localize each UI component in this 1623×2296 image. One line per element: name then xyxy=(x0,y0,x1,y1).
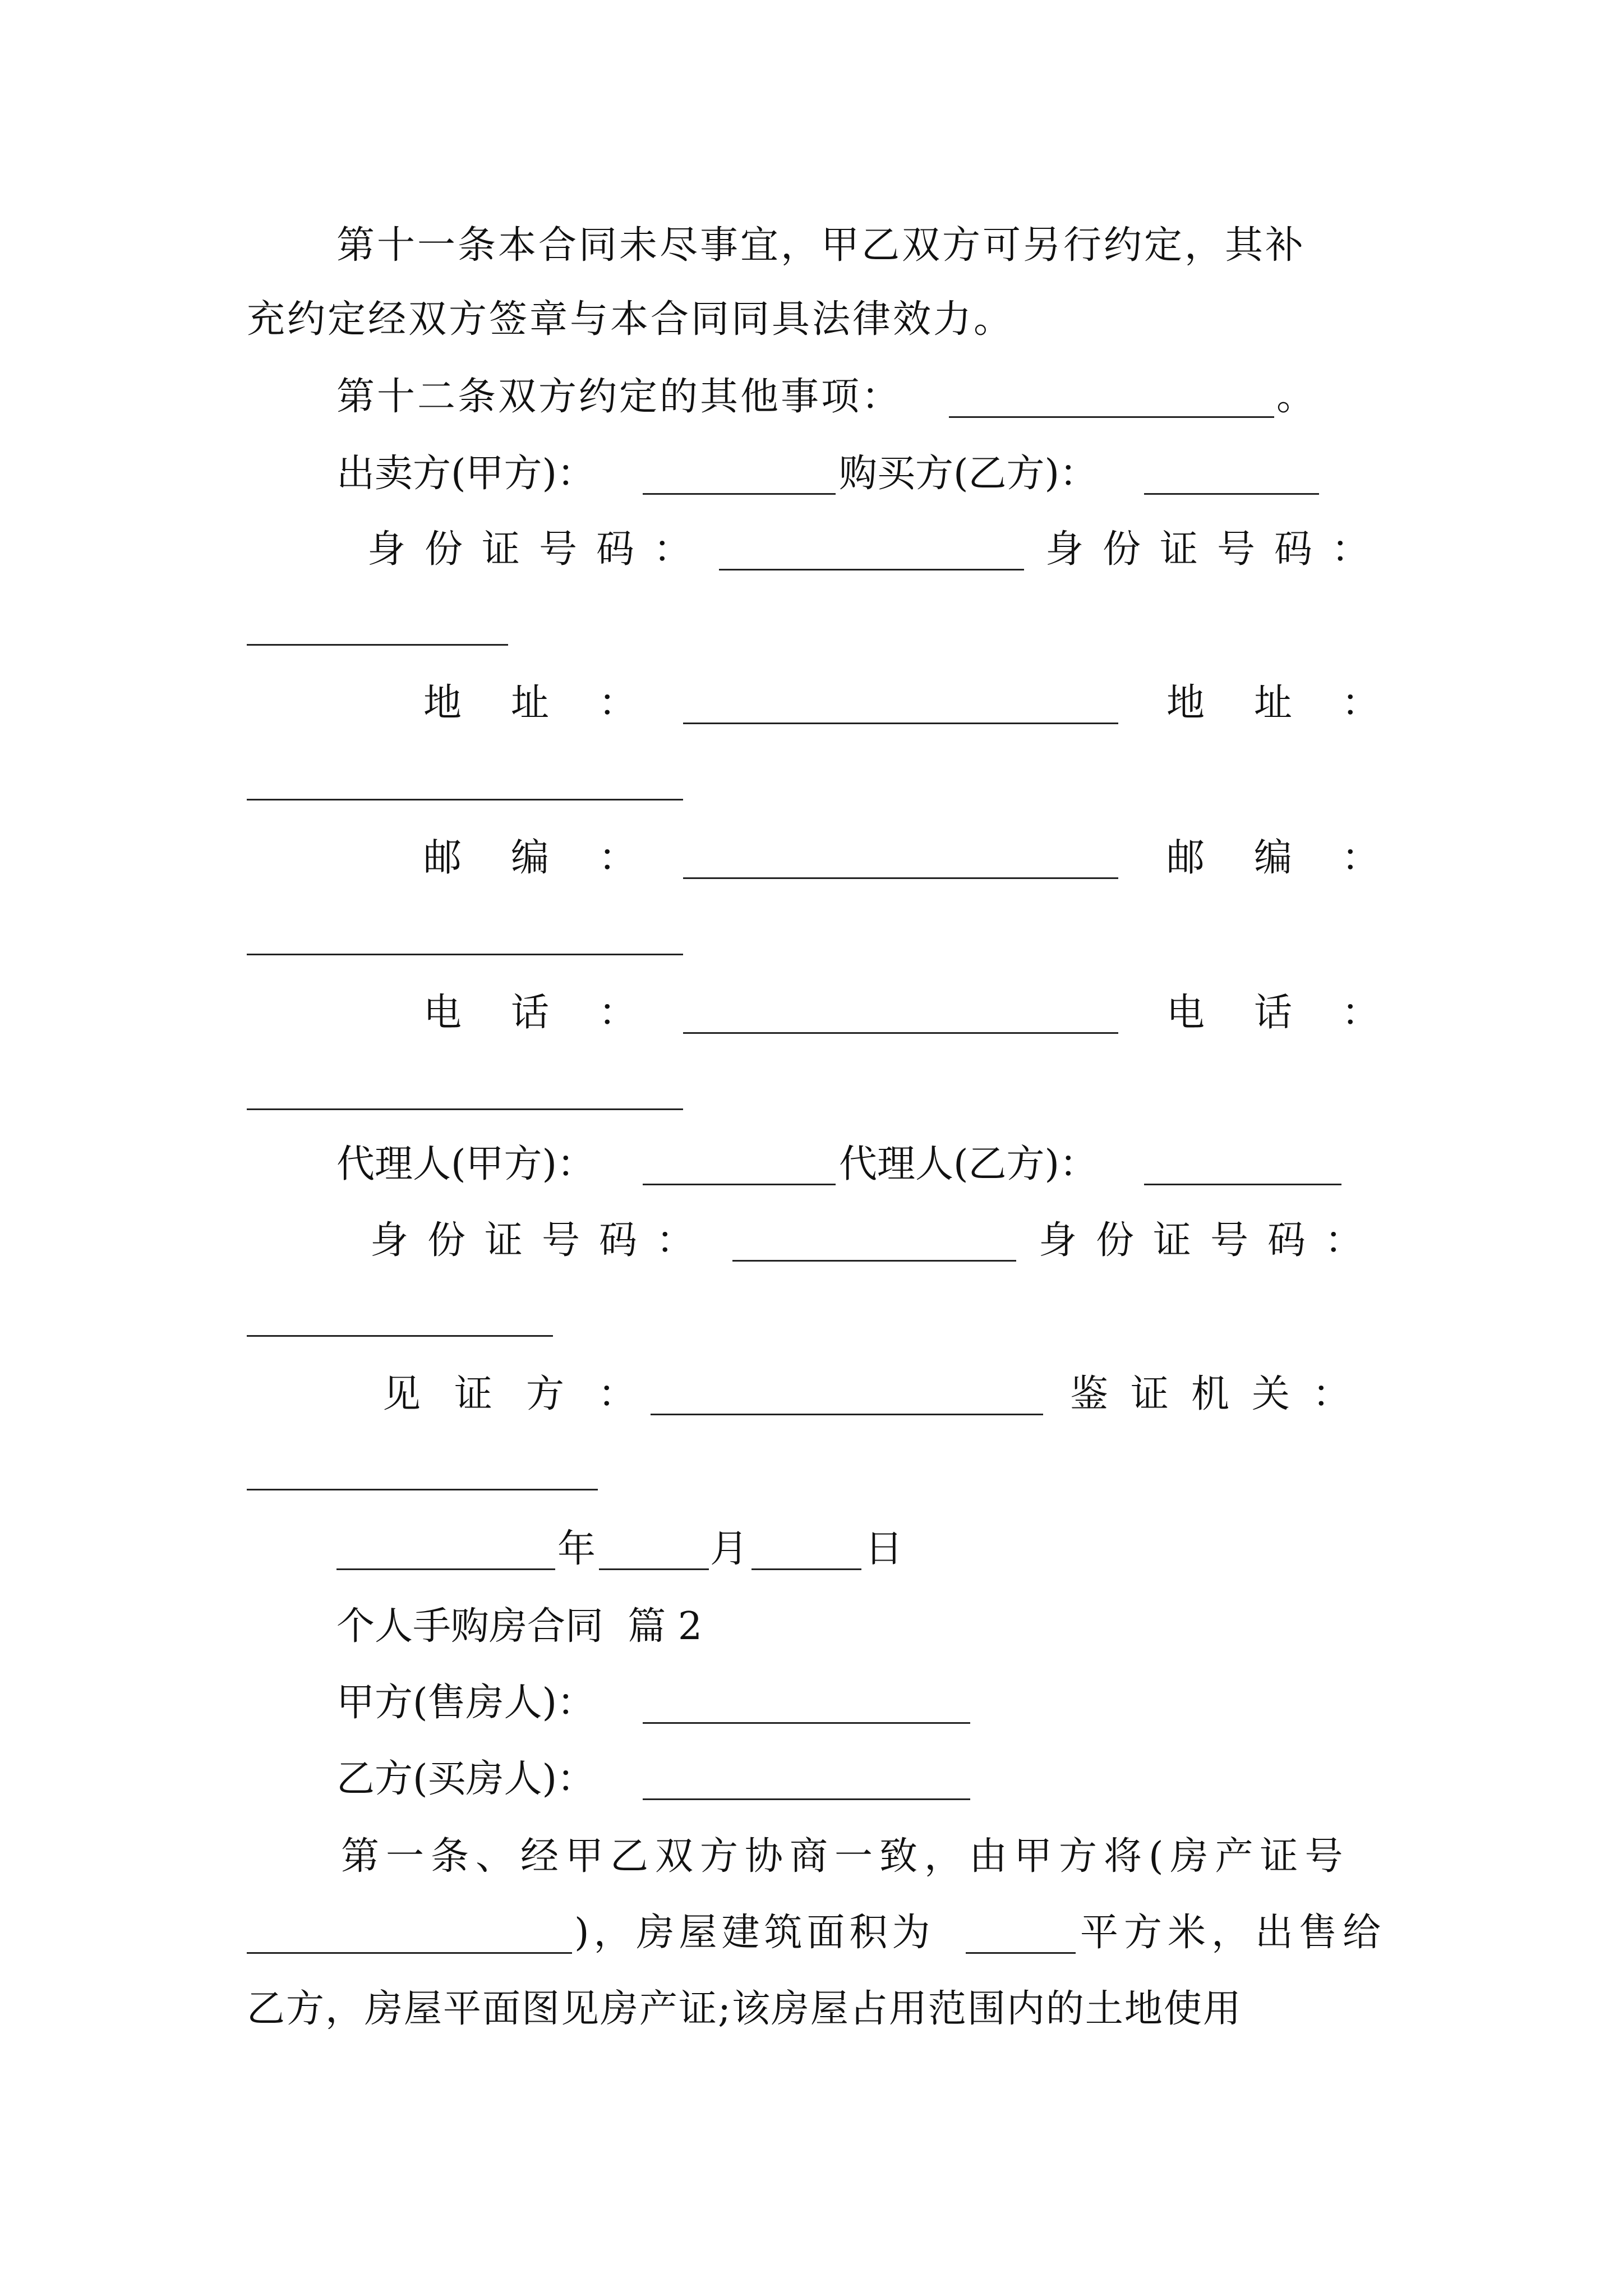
seller-address-blank[interactable] xyxy=(683,723,1118,724)
party-a-line xyxy=(0,1681,1623,1726)
clause-11-line-1 xyxy=(0,223,1623,268)
year-label: 年 xyxy=(557,1527,596,1571)
section-title: 个人手购房合同 篇 2 xyxy=(336,1604,703,1649)
party-a-label: 甲方(售房人)： xyxy=(336,1681,596,1725)
clause-12-line xyxy=(0,375,1623,420)
seller-label: 出卖方(甲方)： xyxy=(336,452,596,496)
authority-blank[interactable] xyxy=(247,1489,598,1490)
buyer-phone-blank[interactable] xyxy=(247,1108,683,1110)
agent-a-id-label: 身份证号码： xyxy=(370,1218,714,1263)
seller-id-blank[interactable] xyxy=(719,569,1024,570)
clause-12-end: 。 xyxy=(1276,375,1315,419)
area-blank[interactable] xyxy=(966,1952,1076,1954)
clause-1-text-2a: )，房屋建筑面积为 xyxy=(574,1911,935,1955)
day-label: 日 xyxy=(865,1527,903,1571)
witness-blank[interactable] xyxy=(651,1414,1043,1415)
agent-a-id-blank[interactable] xyxy=(732,1260,1016,1262)
seller-postcode-blank[interactable] xyxy=(683,877,1118,879)
buyer-postcode-label: 邮编： xyxy=(1166,836,1430,880)
buyer-address-label: 地址： xyxy=(1166,681,1430,725)
buyer-postcode-blank[interactable] xyxy=(247,954,683,955)
agent-a-blank[interactable] xyxy=(643,1184,836,1185)
seller-blank[interactable] xyxy=(643,493,836,495)
party-b-blank[interactable] xyxy=(643,1798,970,1800)
seller-address-label: 地址： xyxy=(423,681,686,725)
clause-1-line-2 xyxy=(0,1911,1623,1955)
clause-1-text-3: 乙方，房屋平面图见房产证;该房屋占用范围内的土地使用 xyxy=(247,1987,1242,2031)
agent-b-id-label: 身份证号码： xyxy=(1039,1218,1382,1263)
buyer-id-label: 身份证号码： xyxy=(1045,527,1389,572)
agent-a-label: 代理人(甲方)： xyxy=(336,1142,596,1186)
seller-id-label: 身份证号码： xyxy=(367,527,711,572)
seller-postcode-label: 邮编： xyxy=(423,836,686,880)
agent-b-blank[interactable] xyxy=(1144,1184,1341,1185)
section-title-line xyxy=(0,1604,1623,1649)
postcode-line xyxy=(0,836,1623,881)
month-label: 月 xyxy=(710,1527,749,1571)
buyer-id-blank[interactable] xyxy=(247,644,508,646)
date-line xyxy=(0,1527,1623,1572)
year-blank[interactable] xyxy=(336,1568,555,1570)
clause-1-line-3 xyxy=(0,1987,1623,2032)
agent-b-label: 代理人(乙方)： xyxy=(839,1142,1098,1186)
agent-b-id-blank[interactable] xyxy=(247,1335,553,1337)
party-a-blank[interactable] xyxy=(643,1722,970,1724)
seller-phone-label: 电话： xyxy=(423,991,686,1035)
party-b-label: 乙方(买房人)： xyxy=(336,1757,596,1801)
day-blank[interactable] xyxy=(751,1568,861,1570)
buyer-address-blank[interactable] xyxy=(247,799,683,800)
seller-phone-blank[interactable] xyxy=(683,1032,1118,1034)
phone-line xyxy=(0,991,1623,1036)
witness-authority-line xyxy=(0,1372,1623,1417)
property-cert-blank[interactable] xyxy=(247,1952,572,1954)
clause-1-text-1: 第一条、经甲乙双方协商一致，由甲方将(房产证号 xyxy=(341,1834,1350,1879)
witness-label: 见证方： xyxy=(382,1372,670,1416)
buyer-label: 购买方(乙方)： xyxy=(839,452,1098,496)
clause-11-text-1: 第十一条本合同未尽事宜，甲乙双方可另行约定，其补 xyxy=(336,223,1306,268)
buyer-blank[interactable] xyxy=(1144,493,1319,495)
agents-line xyxy=(0,1142,1623,1187)
buyer-phone-label: 电话： xyxy=(1166,991,1430,1035)
clause-11-line-2 xyxy=(0,297,1623,342)
clause-11-text-2: 充约定经双方签章与本合同同具法律效力。 xyxy=(247,297,1015,342)
month-blank[interactable] xyxy=(599,1568,709,1570)
clause-1-text-2b: 平方米，出售给 xyxy=(1080,1911,1387,1955)
party-b-line xyxy=(0,1757,1623,1802)
id-number-line-2 xyxy=(0,1218,1623,1263)
clause-12-blank[interactable] xyxy=(949,416,1274,418)
clause-12-label: 第十二条双方约定的其他事项： xyxy=(336,375,902,419)
id-number-line-1 xyxy=(0,527,1623,572)
seller-buyer-line xyxy=(0,452,1623,496)
address-line xyxy=(0,681,1623,726)
authority-label: 鉴证机关： xyxy=(1070,1372,1373,1416)
clause-1-line-1 xyxy=(0,1834,1623,1879)
